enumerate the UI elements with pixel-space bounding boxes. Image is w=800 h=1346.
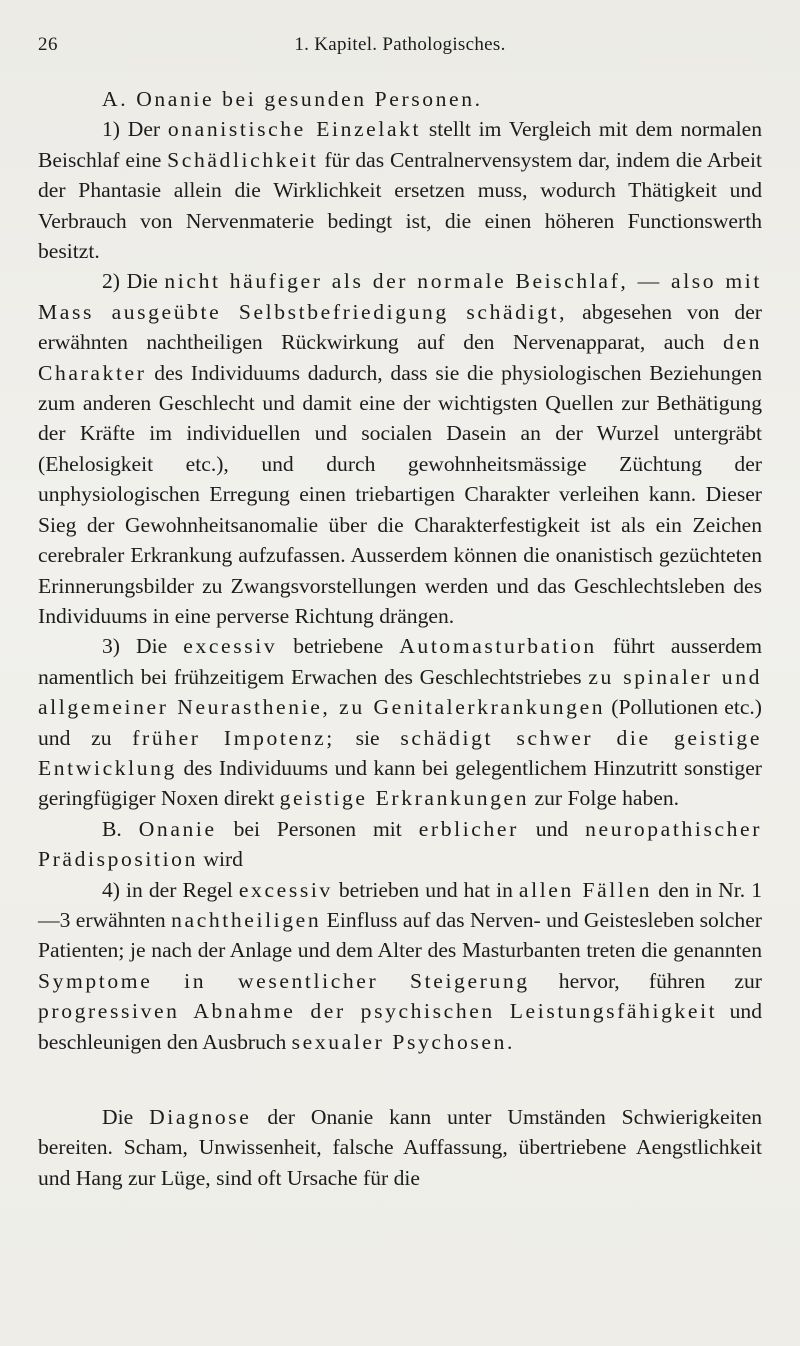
emphasis: zu spinaler und allgemeiner Neurasthenie, zu Genitalerkrankungen bbox=[38, 664, 762, 720]
emphasis: allen Fällen bbox=[518, 877, 653, 902]
emphasis: Onanie bbox=[138, 816, 217, 841]
running-header bbox=[38, 34, 762, 58]
paragraph-2: 2) Die nicht häufiger als der normale Beischlaf, — also mit Mass ausgeübte Selbstbefriedigung schädigt, abgesehen von der erwähnten nachtheiligen Rückwirkung auf den Nervenapparat, auch den Charakter des Individuums dadurch, dass sie die physiologischen Beziehungen zum anderen Geschlecht und damit eine der wichtigsten Quellen zur Bethätigung der Kräfte im individuellen und socialen Dasein an der Wurzel untergräbt (Ehelosigkeit etc.), und durch gewohnheitsmässige Züchtung der unphysiologischen Erregung einen triebartigen Charakter verleihen kann. Dieser Sieg der Gewohnheitsanomalie über die Charakterfestigkeit ist als ein Zeichen cerebraler Erkrankung aufzufassen. Ausserdem können die onanistisch gezüchteten Erinnerungsbilder zu Zwangsvorstellungen werden und das Geschlechtsleben des Individuums in eine perverse Richtung drängen. bbox=[38, 269, 762, 628]
paragraph-5: Die Diagnose der Onanie kann unter Umständen Schwierigkeiten bereiten. Scham, Unwissenheit, falsche Auffassung, übertriebene Aengstlichkeit und Hang zur Lüge, sind oft Ursache für die bbox=[38, 1105, 762, 1190]
emphasis: excessiv bbox=[183, 634, 278, 659]
section-heading-a: A. Onanie bei gesunden Personen. bbox=[102, 87, 483, 111]
emphasis: den Charakter bbox=[38, 330, 762, 385]
page-number: 26 bbox=[38, 34, 58, 55]
paragraph-3: 3) Die excessiv betriebene Automasturbation führt ausserdem namentlich bei frühzeitigem Erwachen des Geschlechtstriebes zu spinaler und allgemeiner Neurasthenie, zu Genitalerkrankungen (Pollutionen etc.) und zu früher Impotenz; sie schädigt schwer die geistige Entwicklung des Individuums und kann bei gelegentlichem Hinzutritt sonstiger geringfügiger Noxen direkt geistige Erkrankungen zur Folge haben. bbox=[38, 634, 763, 811]
paragraph-gap bbox=[38, 1057, 762, 1102]
emphasis: Automasturbation bbox=[399, 634, 597, 659]
emphasis: Symptome in wesentlicher Steigerung bbox=[38, 968, 530, 993]
emphasis: excessiv bbox=[238, 877, 333, 902]
emphasis: nicht häufiger als der normale Beischlaf, — also mit Mass ausgeübte Selbstbefriedigung schädigt, bbox=[38, 269, 762, 324]
emphasis: Diagnose bbox=[149, 1105, 252, 1129]
paragraph-4: 4) in der Regel excessiv betrieben und hat in allen Fällen den in Nr. 1—3 erwähnten nachtheiligen Einfluss auf das Nerven- und Geistesleben solcher Patienten; je nach der Anlage und dem Alter des Masturbanten treten die genannten Symptome in wesentlicher Steigerung hervor, führen zur progressiven Abnahme der psychischen Leistungsfähigkeit und beschleunigen den Ausbruch sexualer Psychosen. bbox=[38, 877, 762, 1054]
emphasis: nachtheiligen bbox=[171, 907, 322, 932]
emphasis: sexualer Psychosen. bbox=[291, 1029, 515, 1054]
emphasis: neuropathischer Prädisposition bbox=[38, 816, 763, 872]
page-body bbox=[38, 84, 762, 1193]
emphasis: progressiven Abnahme der psychischen Leistungsfähigkeit bbox=[38, 999, 718, 1024]
section-heading-b: B. Onanie bei Personen mit erblicher und neuropathischer Prädisposition wird bbox=[38, 816, 763, 872]
emphasis: früher Impotenz; bbox=[132, 725, 335, 750]
emphasis: erblicher bbox=[418, 816, 519, 841]
emphasis: geistige Erkrankungen bbox=[279, 786, 530, 811]
emphasis: onanistische Einzelakt bbox=[167, 117, 422, 142]
paragraph-1: 1) Der onanistische Einzelakt stellt im Vergleich mit dem normalen Beischlaf eine Schädlichkeit für das Centralnervensystem dar, indem die Arbeit der Phantasie allein die Wirklichkeit ersetzen muss, wodurch Thätigkeit und Verbrauch von Nervenmaterie bedingt ist, die einen höheren Functionswerth besitzt. bbox=[38, 117, 762, 264]
chapter-title: 1. Kapitel. Pathologisches. bbox=[294, 34, 506, 55]
emphasis: Schädlichkeit bbox=[167, 147, 319, 172]
emphasis: schädigt schwer die geistige Entwicklung bbox=[38, 725, 763, 780]
